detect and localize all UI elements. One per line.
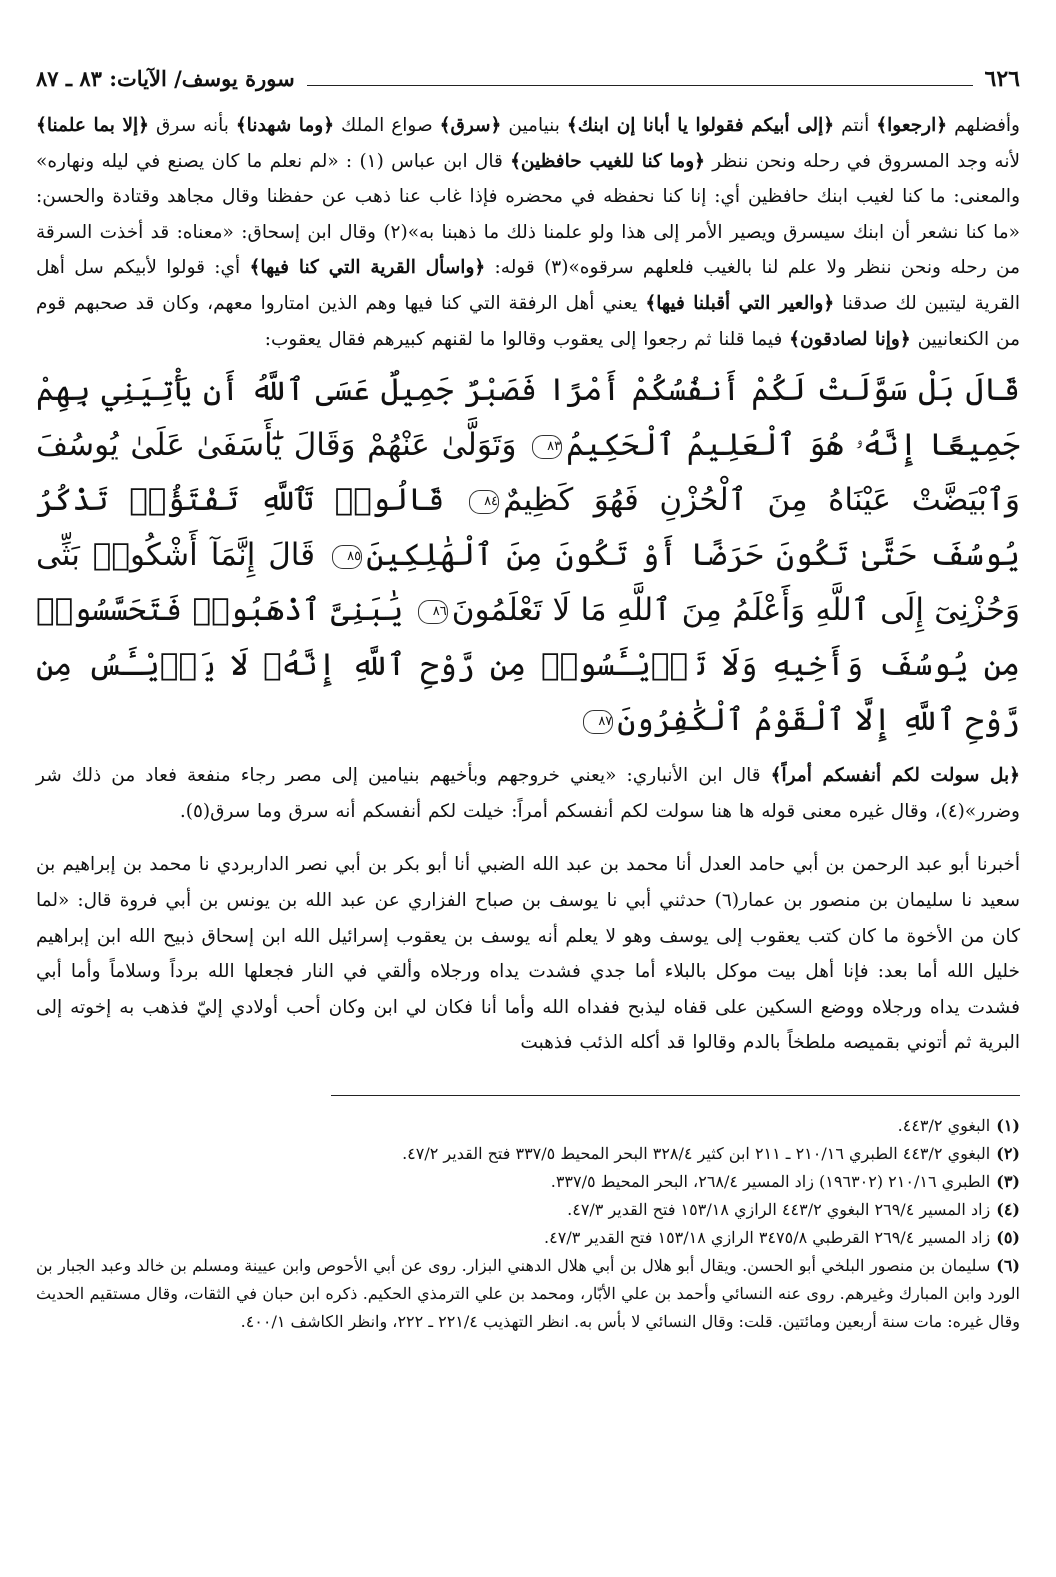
page-number: ٦٢٦	[984, 66, 1020, 92]
paragraph	[36, 108, 1020, 357]
footnote	[36, 1224, 1020, 1252]
paragraph	[36, 847, 1020, 1061]
quoted-phrase: ﴿إلى أبيكم فقولوا يا أبانا إن ابنك﴾	[566, 115, 835, 136]
chapter-title: سورة يوسف/ الآيات: ٨٣ ـ ٨٧	[36, 66, 295, 91]
main-text	[36, 108, 1020, 1061]
verse-number-mark: ٨٣	[532, 435, 562, 459]
book-page	[36, 62, 1020, 1557]
footnote-number: (٥)	[996, 1227, 1020, 1247]
footnote-number: (١)	[996, 1115, 1020, 1135]
footnote	[36, 1140, 1020, 1168]
footnote	[36, 1252, 1020, 1336]
quoted-phrase: ﴿وإنا لصادقون﴾	[789, 328, 911, 350]
paragraph-gap	[36, 829, 1020, 847]
text-run: قال ابن الأنباري: «يعني خروجهم وبأخيهم بنيامين إلى مصر رجاء منفعة فعاد من ذلك شر وضرر»(٤)، وقال غيره معنى قوله ها هنا سولت لكم أنفسكم أمراً: خيلت لكم أنفسكم أنه سرق وما سرق(٥).	[36, 765, 1020, 822]
text-run: قال ابن عباس (١) : «لم نعلم ما كان يصنع في ليله ونهاره» والمعنى: ما كنا لغيب ابنك حافظين أي: إنا كنا نحفظه في محضره فإذا غاب عنا ذهب عن حفظنا وقال مجاهد وقتادة والحسن: «ما كنا نشعر أن ابنك سيسرق ويصير الأمر إلى هذا ولو علمنا ذلك ما ذهبنا به»(٢) وقال ابن إسحاق: «معناه: قد أخذت السرقة من رحله ونحن ننظر ولا علم لنا بالغيب فلعلهم سرقوه»(٣) قوله:	[36, 150, 1020, 279]
footnote-text: البغوي ٤٤٣/٢.	[897, 1115, 991, 1135]
text-run: بنيامين	[501, 115, 567, 136]
text-run: فيما قلنا ثم رجعوا إلى يعقوب وقالوا ما لقنهم كبيرهم فقال يعقوب:	[264, 328, 790, 350]
text-run: أنتم	[834, 115, 877, 136]
footnote-number: (٣)	[996, 1171, 1020, 1191]
verse-number-mark: ٨٤	[469, 490, 499, 514]
footnote-text: البغوي ٤٤٣/٢ الطبري ٢١٠/١٦ ـ ٢١١ ابن كثير ٣٢٨/٤ البحر المحيط ٣٣٧/٥ فتح القدير ٤٧/٢.	[402, 1143, 991, 1163]
quoted-phrase: ﴿وما كنا للغيب حافظين﴾	[510, 150, 705, 172]
footnote-number: (٤)	[996, 1199, 1020, 1219]
quoted-phrase: ﴿والعير التي أقبلنا فيها﴾	[645, 292, 835, 314]
verse-text: قَالَ إِنَّمَآ أَشْكُوا۟ بَثِّى وَحُزْنِىٓ إِلَى ٱللَّهِ وَأَعْلَمُ مِنَ ٱللَّهِ مَا لَا تَعْلَمُونَ	[36, 537, 1020, 629]
commentary-bottom	[36, 758, 1020, 1061]
quran-verses	[36, 363, 1020, 748]
text-run: أخبرنا أبو عبد الرحمن بن أبي حامد العدل أنا محمد بن عبد الله الضبي أنا أبو بكر بن أبي نصر الداربردي نا محمد بن إبراهيم بن سعيد نا سليمان بن منصور بن عمار(٦) حدثني أبي نا يوسف بن صباح الفزاري عن عبد الله بن يونس بن أبي فروة قال: «لما كان من الأخوة ما كان كتب يعقوب إلى يوسف وهو لا يعلم أنه يوسف بن يعقوب إسرائيل الله ابن إسحاق ذبيح الله ابن إبراهيم خليل الله أما بعد: فإنا أهل بيت موكل بالبلاء أما جدي فشدت يداه ورجلاه وألقي في النار فجعلها الله برداً وسلاماً وأما أبي فشدت يداه ورجلاه ووضع السكين على قفاه ليذبح ففداه الله وأما أنا فكان لي ابن وكان أحب أولادي إليّ فذهب به إخوته إلى البرية ثم أتوني بقميصه ملطخاً بالدم وقالوا قد أكله الذئب فذهبت	[36, 854, 1020, 1054]
quoted-phrase: ﴿إلا بما علمنا﴾	[36, 115, 149, 136]
quoted-phrase: ﴿بل سولت لكم أنفسكم أمراً﴾	[770, 765, 1020, 787]
text-run: بأنه سرق	[149, 115, 236, 136]
running-header	[36, 62, 1020, 92]
verse-text: وَتَوَلَّىٰ عَنْهُمْ وَقَالَ يَٰٓأَسَفَىٰ عَلَىٰ يُوسُفَ وَٱبْيَضَّتْ عَيْنَاهُ مِنَ ٱلْحُزْنِ فَهُوَ كَظِيمٌ	[36, 427, 1021, 519]
footnote-text: سليمان بن منصور البلخي أبو الحسن. ويقال أبو هلال بن أبي هلال الدهني البزار. روى عن أبي الأحوص وابن عيينة ومسلم بن خالد وعبد الجبار بن الورد وابن المبارك وغيرهم. روى عنه النسائي وأحمد بن علي الأبّار، ومحمد بن علي الترمذي الحكيم. ذكره ابن حبان في الثقات، وقال مستقيم الحديث وقال غيره: مات سنة أربعين ومائتين. قلت: وقال النسائي لا بأس به. انظر التهذيب ٢٢١/٤ ـ ٢٢٢، وانظر الكاشف ٤٠٠/١.	[36, 1255, 1020, 1331]
footnote	[36, 1196, 1020, 1224]
footnotes	[36, 1112, 1020, 1336]
verse-text: قَالَ بَلْ سَوَّلَتْ لَكُمْ أَنفُسُكُمْ أَمْرًا فَصَبْرٌ جَمِيلٌ عَسَى ٱللَّهُ أَن يَأْتِيَنِي بِهِمْ جَمِيعًا إِنَّهُۥ هُوَ ٱلْعَلِيمُ ٱلْحَكِيمُ	[36, 372, 1020, 464]
text-run: وأفضلهم	[947, 115, 1020, 136]
footnote	[36, 1168, 1020, 1196]
quoted-phrase: ﴿وما شهدنا﴾	[235, 115, 335, 136]
verse-number-mark: ٨٦	[418, 600, 448, 624]
quoted-phrase: ﴿واسأل القرية التي كنا فيها﴾	[249, 257, 486, 279]
footnote-text: زاد المسير ٢٦٩/٤ البغوي ٤٤٣/٢ الرازي ١٥٣/١٨ فتح القدير ٤٧/٣.	[567, 1199, 991, 1219]
footnote	[36, 1112, 1020, 1140]
footnote-rule	[331, 1095, 1020, 1096]
text-run: يعني أهل الرفقة التي كنا فيها وهم الذين امتاروا معهم، وكان قد صحبهم قوم من الكنعانيين	[36, 292, 1020, 350]
verse-number-mark: ٨٥	[332, 545, 362, 569]
footnote-number: (٢)	[996, 1143, 1020, 1163]
paragraph	[36, 758, 1020, 829]
verse-text: قَالُوا۟ تَٱللَّهِ تَفْتَؤُا۟ تَذْكُرُ يُوسُفَ حَتَّىٰ تَكُونَ حَرَضًا أَوْ تَكُونَ مِنَ ٱلْهَٰلِكِينَ	[36, 482, 1020, 574]
text-run: أي: قولوا لأبيكم سل أهل القرية ليتبين لك صدقنا	[36, 257, 1020, 314]
text-run: صواع الملك	[334, 115, 440, 136]
quoted-phrase: ﴿سرق﴾	[439, 115, 502, 136]
verse-number-mark: ٨٧	[583, 710, 613, 734]
text-run: لأنه وجد المسروق في رحله ونحن ننظر	[705, 150, 1021, 172]
header-rule	[307, 85, 973, 86]
footnote-text: الطبري ٢١٠/١٦ (١٩٦٣٠٢) زاد المسير ٢٦٨/٤، البحر المحيط ٣٣٧/٥.	[550, 1171, 991, 1191]
footnote-number: (٦)	[996, 1255, 1020, 1275]
footnote-text: زاد المسير ٢٦٩/٤ القرطبي ٣٤٧٥/٨ الرازي ١٥٣/١٨ فتح القدير ٤٧/٣.	[544, 1227, 991, 1247]
verse-text: يَٰبَنِىَّ ٱذْهَبُوا۟ فَتَحَسَّسُوا۟ مِن يُوسُفَ وَأَخِيهِ وَلَا تَا۟يْـَٔسُوا۟ مِن رَّوْحِ ٱللَّهِ إِنَّهُۥ لَا يَا۟يْـَٔسُ مِن رَّوْحِ ٱللَّهِ إِلَّا ٱلْقَوْمُ ٱلْكَٰفِرُونَ	[36, 592, 1020, 739]
commentary-top	[36, 108, 1020, 357]
quoted-phrase: ﴿ارجعوا﴾	[876, 115, 948, 136]
